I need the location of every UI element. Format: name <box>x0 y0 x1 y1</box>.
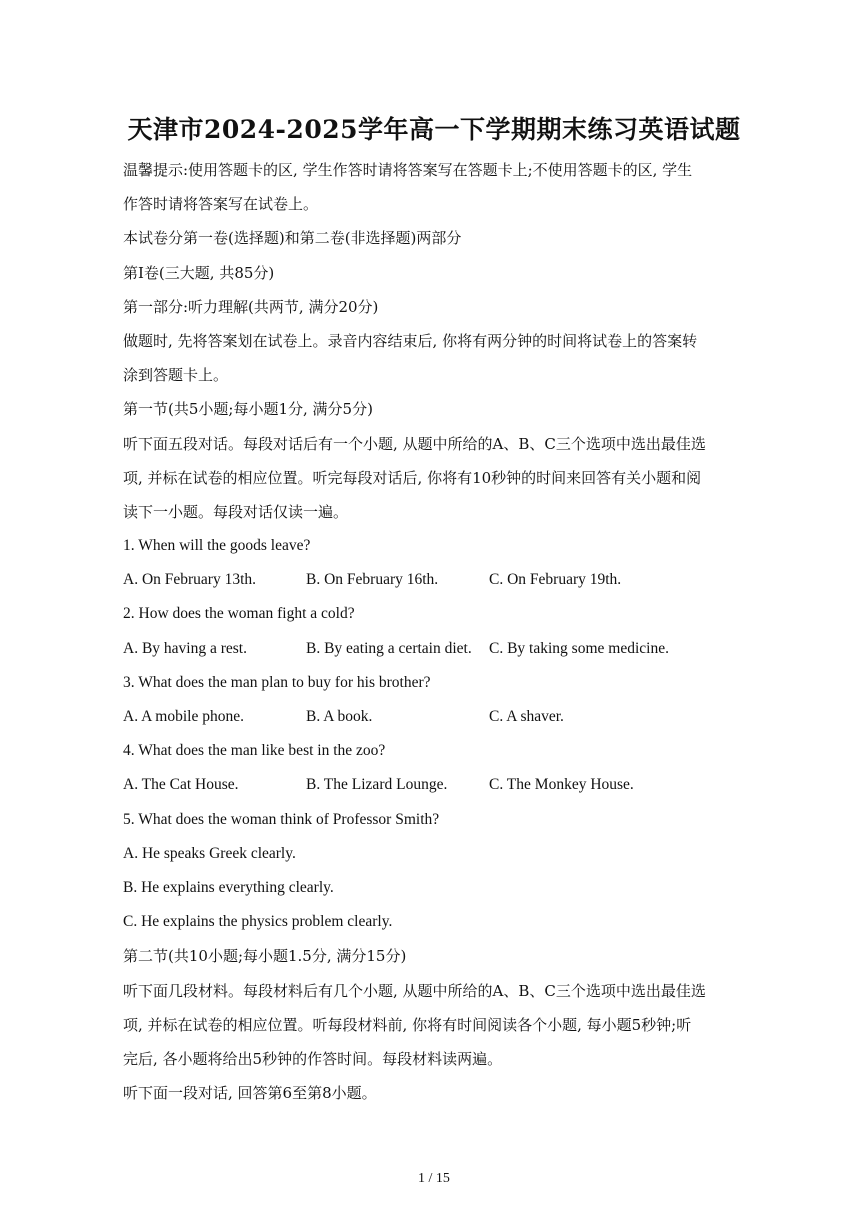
instruction-line: 作答时请将答案写在试卷上。 <box>123 195 319 214</box>
option-c: C. On February 19th. <box>489 571 622 589</box>
answer-options <box>123 632 743 666</box>
instruction-line: 听下面一段对话, 回答第6至第8小题。 <box>123 1084 377 1103</box>
instruction-line: 温馨提示:使用答题卡的区, 学生作答时请将答案写在答题卡上;不使用答题卡的区, 学生 <box>123 161 693 179</box>
question-stem: 5. What does the woman think of Professor Smith? <box>123 810 440 828</box>
question-stem: 1. When will the goods leave? <box>123 537 311 555</box>
instruction-line: 读下一小题。每段对话仅读一遍。 <box>123 502 349 521</box>
option-a: A. On February 13th. <box>123 571 257 589</box>
page-title: 天津市2024-2025学年高一下学期期末练习英语试题 <box>127 115 741 144</box>
instruction-line: 听下面五段对话。每段对话后有一个小题, 从题中所给的A、B、C三个选项中选出最佳选 <box>123 434 706 453</box>
option-a: A. He speaks Greek clearly. <box>123 844 296 862</box>
option-b: B. A book. <box>306 708 373 725</box>
document-body <box>123 153 743 1110</box>
question-stem: 2. How does the woman fight a cold? <box>123 605 355 623</box>
option-b: B. The Lizard Lounge. <box>306 776 448 794</box>
option-a: A. By having a rest. <box>123 639 247 657</box>
option-a: A. The Cat House. <box>123 776 239 794</box>
instruction-line: 做题时, 先将答案划在试卷上。录音内容结束后, 你将有两分钟的时间将试卷上的答案转 <box>123 331 698 350</box>
instruction-line: 涂到答题卡上。 <box>123 366 229 385</box>
question-stem: 4. What does the man like best in the zoo? <box>123 742 386 760</box>
section-heading: 第一节(共5小题;每小题1分, 满分5分) <box>123 400 373 419</box>
question-stem: 3. What does the man plan to buy for his brother? <box>123 673 431 691</box>
answer-options <box>123 700 743 734</box>
option-b: B. By eating a certain diet. <box>306 639 472 657</box>
option-c: C. He explains the physics problem clearly. <box>123 913 393 931</box>
answer-options <box>123 563 743 597</box>
option-b: B. On February 16th. <box>306 571 439 589</box>
instruction-line: 项, 并标在试卷的相应位置。听每段材料前, 你将有时间阅读各个小题, 每小题5秒钟;听 <box>123 1015 692 1034</box>
option-c: C. The Monkey House. <box>489 776 634 794</box>
option-c: C. By taking some medicine. <box>489 639 669 657</box>
instruction-line: 听下面几段材料。每段材料后有几个小题, 从题中所给的A、B、C三个选项中选出最佳选 <box>123 981 706 1000</box>
instruction-line: 本试卷分第一卷(选择题)和第二卷(非选择题)两部分 <box>123 229 462 248</box>
option-c: C. A shaver. <box>489 708 564 725</box>
page-number: 1 / 15 <box>418 1171 450 1186</box>
option-a: A. A mobile phone. <box>123 708 244 725</box>
instruction-line: 第I卷(三大题, 共85分) <box>123 263 275 282</box>
instruction-line: 完后, 各小题将给出5秒钟的作答时间。每段材料读两遍。 <box>123 1049 503 1068</box>
section-heading: 第一部分:听力理解(共两节, 满分20分) <box>123 297 379 316</box>
instruction-line: 项, 并标在试卷的相应位置。听完每段对话后, 你将有10秒钟的时间来回答有关小题和阅 <box>123 468 702 487</box>
option-b: B. He explains everything clearly. <box>123 878 334 896</box>
section-heading: 第二节(共10小题;每小题1.5分, 满分15分) <box>123 947 407 966</box>
answer-options <box>123 768 743 802</box>
